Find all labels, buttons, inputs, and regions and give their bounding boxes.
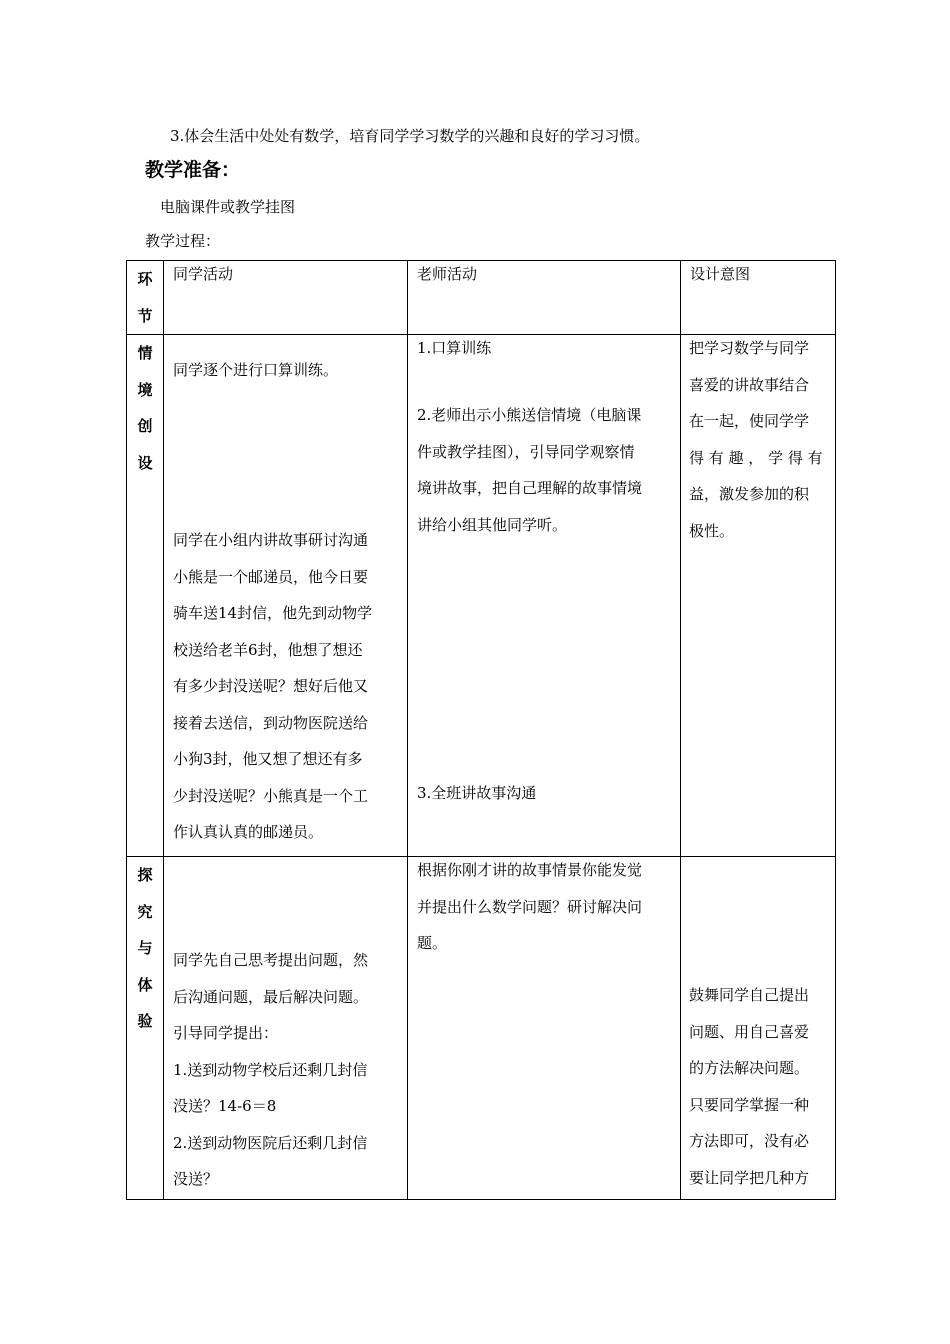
prep-heading: 教学准备： [145,159,241,181]
student-activity-cell [164,335,408,857]
design-line: 得 有 趣 ， 学 得 有 [689,448,823,467]
student-line: 没送？14-6＝8 [173,1097,277,1115]
teacher-line: 境讲故事，把自己理解的故事情境 [417,479,643,497]
table-header-row [127,261,836,335]
student-line: 同学先自己思考提出问题，然 [173,951,369,969]
table-row [127,335,836,857]
student-line: 接着去送信，到动物医院送给 [173,713,369,732]
student-line: 后沟通问题，最后解决问题。 [173,987,369,1006]
design-line: 在一起，使同学学 [689,412,810,430]
header-student [164,261,408,335]
teacher-line: 1.口算训练 [417,339,492,357]
student-line: 同学在小组内讲故事研讨沟通 [173,531,369,549]
prep-text: 电脑课件或教学挂图 [160,198,296,216]
design-line: 喜爱的讲故事结合 [689,375,810,394]
stage-char: 验 [137,1012,153,1030]
teacher-line: 并提出什么数学问题？研讨解决问 [417,897,643,916]
design-intent-cell [681,335,836,857]
teacher-line: 根据你刚才讲的故事情景你能发觉 [417,861,643,879]
design-line: 鼓舞同学自己提出 [689,986,810,1004]
header-student-label: 同学活动 [173,265,234,283]
header-stage [127,261,164,335]
student-line: 骑车送14封信，他先到动物学 [173,604,373,622]
student-activity-cell [164,857,408,1200]
stage-char: 探 [137,866,153,884]
stage-char: 体 [137,975,153,994]
student-line: 1.送到动物学校后还剩几封信 [173,1060,368,1079]
student-line: 少封没送呢？小熊真是一个工 [173,786,369,805]
student-line: 作认真认真的邮递员。 [173,823,324,841]
stage-char: 究 [137,902,153,921]
design-intent-cell [681,857,836,1200]
teacher-line: 题。 [417,934,448,952]
teacher-line: 3.全班讲故事沟通 [417,784,537,802]
stage-cell [127,857,164,1200]
student-line: 校送给老羊6封，他想了想还 [173,640,363,659]
design-line: 益，激发参加的积 [689,485,810,503]
design-line: 极性。 [689,521,735,540]
teacher-activity-cell [408,335,681,857]
student-line: 小狗3封，他又想了想还有多 [173,750,363,768]
student-line: 小熊是一个邮递员，他今日要 [173,567,369,586]
stage-char: 与 [137,939,153,957]
header-design [681,261,836,335]
design-line: 要让同学把几种方 [689,1168,810,1187]
student-line: 有多少封没送呢？想好后他又 [173,677,369,695]
header-teacher [408,261,681,335]
student-line: 没送？ [173,1170,219,1188]
stage-char: 设 [137,453,153,472]
teacher-line: 2.老师出示小熊送信情境（电脑课 [417,406,642,424]
design-line: 问题、用自己喜爱 [689,1022,810,1041]
teacher-line: 件或教学挂图），引导同学观察情 [417,442,635,461]
student-line: 2.送到动物医院后还剩几封信 [173,1133,368,1152]
teacher-activity-cell [408,857,681,1200]
header-stage-char: 节 [137,306,153,325]
design-line: 只要同学掌握一种 [689,1095,810,1114]
table-row [127,857,836,1200]
student-line: 引导同学提出： [173,1024,279,1042]
header-teacher-label: 老师活动 [417,265,478,283]
student-line: 同学逐个进行口算训练。 [173,361,339,379]
stage-char: 境 [137,380,153,399]
stage-char: 创 [137,417,153,435]
stage-char: 情 [137,344,153,362]
teacher-line: 讲给小组其他同学听。 [417,515,568,534]
process-label: 教学过程： [145,232,221,250]
header-design-label: 设计意图 [690,265,751,283]
design-line: 把学习数学与同学 [689,339,810,357]
lesson-plan-table [126,260,836,1200]
stage-cell [127,335,164,857]
design-line: 方法即可，没有必 [689,1132,810,1150]
objective-3: 3.体会生活中处处有数学，培育同学学习数学的兴趣和良好的学习习惯。 [170,127,650,145]
design-line: 的方法解决问题。 [689,1059,810,1077]
header-stage-char: 环 [137,270,153,288]
